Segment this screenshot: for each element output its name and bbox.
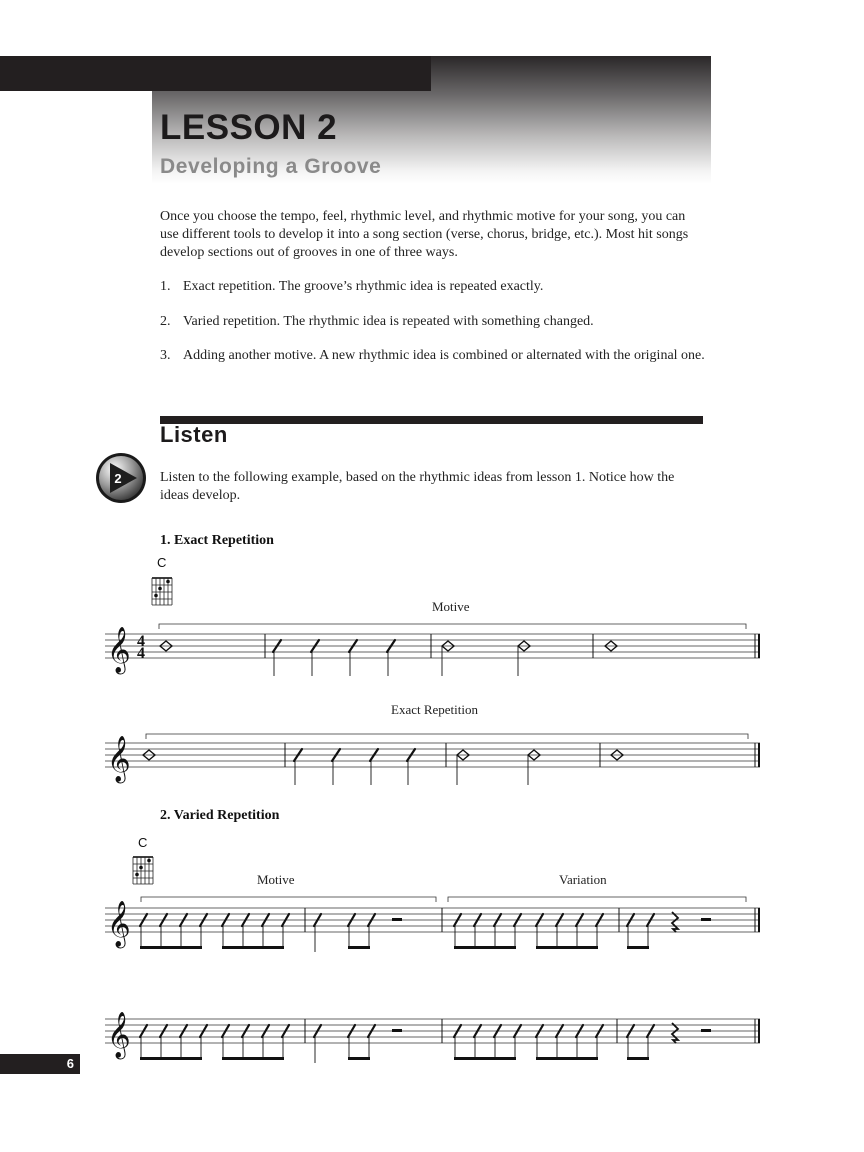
chord-diagram-c	[132, 857, 156, 885]
treble-clef-icon: 𝄞	[107, 901, 131, 947]
bracket-label-motive: Motive	[257, 872, 295, 887]
chord-name: C	[138, 835, 148, 850]
example-title: 2. Varied Repetition	[160, 808, 280, 823]
track-number: 2	[114, 471, 122, 486]
audio-track-play-icon[interactable]	[95, 452, 147, 504]
half-rest	[701, 918, 711, 921]
chord-diagram-c	[151, 578, 175, 606]
treble-clef-icon: 𝄞	[107, 627, 131, 673]
list-item-number: 3.	[160, 348, 171, 363]
staff-example2-line1	[105, 892, 765, 952]
intro-paragraph: Once you choose the tempo, feel, rhythmic level, and rhythmic motive for your song, you can use different tools to develop it into a song section (verse, chorus, bridge, etc.). Most hit songs develop sections out of grooves in one of three ways.	[160, 209, 689, 260]
half-rest	[392, 918, 402, 921]
section-title-listen: Listen	[160, 422, 228, 447]
bracket-label-variation: Variation	[559, 872, 607, 887]
staff-example1-line2	[105, 727, 765, 787]
staff-example1-line1	[105, 618, 765, 678]
list-item-text: Exact repetition. The groove’s rhythmic idea is repeated exactly.	[183, 279, 544, 294]
treble-clef-icon: 𝄞	[107, 736, 131, 782]
section-rule	[160, 416, 703, 424]
half-rest	[701, 1029, 711, 1032]
treble-clef-icon: 𝄞	[107, 1012, 131, 1058]
list-item	[160, 313, 705, 333]
chord-name: C	[157, 555, 167, 570]
listen-text: Listen to the following example, based on the rhythmic ideas from lesson 1. Notice how the ideas develop.	[160, 470, 675, 503]
time-signature-bottom: 4	[137, 645, 145, 662]
quarter-rest	[672, 1023, 678, 1043]
list-item-number: 1.	[160, 279, 171, 294]
bracket-label-exact-repetition: Exact Repetition	[391, 702, 479, 717]
lesson-subtitle: Developing a Groove	[160, 155, 382, 178]
list-item	[160, 347, 705, 387]
bracket-label-motive: Motive	[432, 599, 470, 614]
time-signature-top: 4	[137, 633, 145, 650]
half-rest	[392, 1029, 402, 1032]
list-item	[160, 278, 705, 298]
page-number: 6	[66, 1056, 74, 1071]
quarter-rest	[672, 912, 678, 932]
list-item-text: Varied repetition. The rhythmic idea is repeated with something changed.	[183, 314, 594, 329]
staff-example2-line2	[105, 1003, 765, 1063]
example-title: 1. Exact Repetition	[160, 533, 274, 548]
list-item-number: 2.	[160, 314, 171, 329]
header-black-bar	[0, 56, 431, 91]
lesson-title: LESSON 2	[160, 108, 338, 147]
list-item-text: Adding another motive. A new rhythmic idea is combined or alternated with the original one.	[183, 348, 705, 363]
